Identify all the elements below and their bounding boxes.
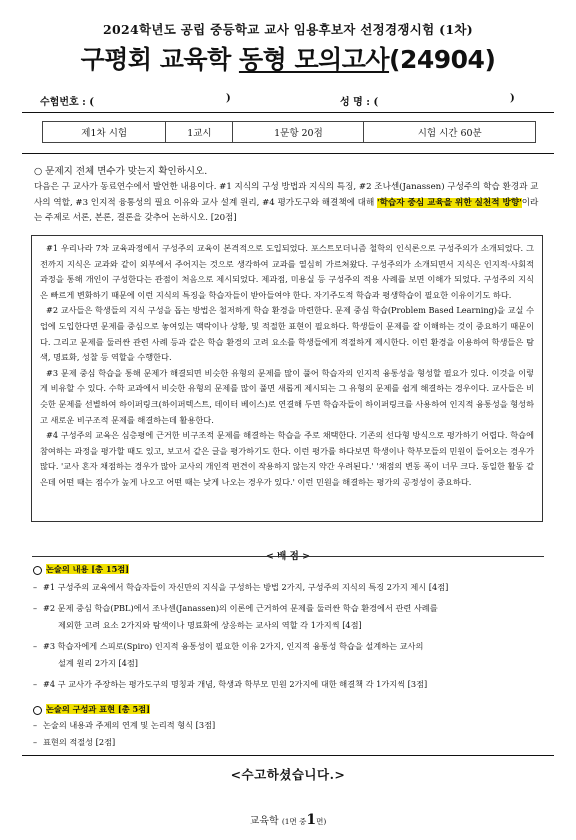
title-underlined: 동형 모의고사 <box>238 45 390 74</box>
scoring-rubric <box>33 562 543 750</box>
rubric-item: – #2 문제 중심 학습(PBL)에서 조나센(Janassen)의 이론에 근거하여 문제를 둘러싼 학습 환경에서 관련 사례를 <box>33 602 438 613</box>
section-title-form: 논술의 구성과 표현 [총 5점] <box>46 704 150 714</box>
info-cell-points: 1문항 20점 <box>233 122 364 143</box>
circle-bullet-icon <box>33 706 42 715</box>
page-footer <box>0 812 576 828</box>
rubric-item: – #1 구성주의 교육에서 학습자들이 자신만의 지식을 구성하는 방법 2가지, 구성주의 지식의 특징 2가지 제시 [4점] <box>33 582 449 592</box>
page-check-note: ○ 문제지 전체 면수가 맞는지 확인하시오. <box>34 166 208 177</box>
rubric-bottom-rule <box>22 755 554 756</box>
info-cell-period: 1교시 <box>166 122 233 143</box>
rubric-item-continuation: 제외한 고려 요소 2가지와 탐색이나 명료화에 상응하는 교사의 역할 각 1가지씩 [4점] <box>58 620 362 630</box>
intro-highlight: '학습자 중심 교육을 위한 실천적 방향' <box>377 197 522 208</box>
rubric-section-content <box>33 564 543 575</box>
info-cell-session: 제1차 시험 <box>43 122 166 143</box>
passage-paragraph-3: #3 문제 중심 학습을 통해 문제가 해결되면 비슷한 유형의 문제를 많이 풀어 학습자의 인지적 융통성을 형성할 필요가 있다. 이것을 이렇게 비유할 수 있다. 수학 교과에서 비슷한 유형의 문제를 많이 풀면 새롭게 제시되는 그 유형의 문제를 쉽게 해결하는 경우이다. 교사들은 비슷한 문제를 선별하여 하이퍼링크(하이퍼텍스트, 데이터 베이스)로 연결해 두면 학습자들이 하이퍼링크를 사용하여 인지적 융통성을 형성하고 새로운 비구조적 문제를 해결하는데 활용한다. <box>40 367 534 425</box>
rubric-divider <box>32 556 544 557</box>
rubric-item: – #3 학습자에게 스피로(Spiro) 인지적 융통성이 필요한 이유 2가지, 인지적 융통성 학습을 설계하는 교사의 <box>33 640 424 651</box>
name-close: ) <box>510 93 515 104</box>
rubric-item: – #4 구 교사가 주장하는 평가도구의 명칭과 개념, 학생과 학부모 민원 2가지에 대한 해결책 각 1가지씩 [3점] <box>33 678 428 689</box>
info-rule <box>22 153 554 154</box>
question-intro <box>34 180 544 227</box>
title-part1: 구평회 교육학 <box>80 45 239 74</box>
rubric-title: < 배 점 > <box>265 551 311 562</box>
footer-subject: 교육학 <box>249 816 279 827</box>
exam-info-table <box>42 121 536 143</box>
footer-page-prefix: (1면 중 <box>281 817 307 826</box>
rubric-item: – 표현의 적절성 [2점] <box>33 736 116 747</box>
header-rule <box>22 112 554 113</box>
rubric-item: – 논술의 내용과 주제의 연계 및 논리적 형식 [3점] <box>33 720 216 730</box>
circle-bullet-icon <box>33 566 42 575</box>
exam-number-close: ) <box>226 93 231 104</box>
exam-title <box>0 40 576 76</box>
closing-message: <수고하셨습니다.> <box>230 767 346 782</box>
section-title-content: 논술의 내용 [총 15점] <box>46 564 130 574</box>
exam-subtitle: 2024학년도 공립 중등학교 교사 임용후보자 선정경쟁시험 (1차) <box>103 22 473 37</box>
exam-number-label: 수험번호 : ( <box>40 97 95 108</box>
reading-passage <box>31 235 543 522</box>
rubric-section-form <box>33 704 543 715</box>
rubric-item-continuation: 설계 원리 2가지 [4점] <box>58 658 138 668</box>
passage-paragraph-2: #2 교사들은 학생들의 지식 구성을 돕는 방법은 철저하게 학습 환경을 마련한다. 문제 중심 학습(Problem Based Learning)을 교실 수업에 도입한다면 문제를 중심으로 놓여있는 맥락이나 상황, 및 적절한 표현이 필요하다. 학생들이 문제를 잘 이해하는 것이 중요하기 때문이다. 그리고 문제를 둘러싼 관련 사례 등과 같은 학습 환경의 고려 요소를 학생들에게 적절하게 제시한다. 이런 환경을 이용하여 학생들은 탐색, 명료화, 성찰 등 역할을 수행한다. <box>40 305 534 363</box>
title-code: (24904) <box>389 45 496 74</box>
info-cell-time: 시험 시간 60분 <box>364 122 536 143</box>
passage-paragraph-4: #4 구성주의 교육은 심층평에 근거한 비구조적 문제를 해결하는 학습을 주로 채택한다. 기존의 선다형 방식으로 평가하기 어렵다. 학습에 참여하는 과정을 평가할 때도 있고, 보고서 같은 글을 평가하기도 한다. 이런 평가를 하다보면 학생이나 학부모들의 민원이 들어오는 경우가 많다. '교사 혼자 채점하는 경우가 많아 교사의 개인적 편견이 작용하지 않는지 약간 우려된다.' '채점의 변동 폭이 너무 크다. 동일한 활동 같은데 어떤 때는 점수가 높게 나오고 어떤 때는 낮게 나오는 경우가 있다.' 이런 민원을 해결하는 평가의 공정성이 중요하다. <box>40 430 534 487</box>
intro-text: 다음은 구 교사가 동료연수에서 발언한 내용이다. #1 지식의 구성 방법과 지식의 특징, #2 조나센(Janassen) 구성주의 학습 환경과 교사의 역할, #3 인지적 융통성의 필요 이유와 교사 설계 원리, #4 평가도구와 해결책에 대해 <box>34 182 539 208</box>
intro-tail: 이라는 주제로 서론, 본론, 결론을 갖추어 논하시오. [20점] <box>34 197 539 223</box>
passage-paragraph-1: #1 우리나라 7차 교육과정에서 구성주의 교육이 본격적으로 도입되었다. 포스트모더니즘 철학의 인식론으로 구성주의가 소개되었다. 그 전까지 지식은 교과와 같이 외부에서 주어지는 것으로 생각하여 교과를 열심히 가르쳐왔다. 구성주의가 소개되면서 지식은 인지적·사회적 과정을 통해 개인이 구성한다는 관점이 처음으로 제시되었다. 제과점, 미용실 등 구성주의 적용 사례를 보면 이해가 되었다. 구성주의 지식은 빠르게 변화하기 때문에 이런 지식의 특징을 학습자들이 받아들여야 한다. 자기주도적 학습과 평생학습이 필요한 이유이기도 하다. <box>40 243 534 300</box>
name-label: 성 명 : ( <box>340 97 379 108</box>
footer-page-suffix: 면) <box>316 817 327 826</box>
footer-page-number: 1 <box>306 812 317 828</box>
